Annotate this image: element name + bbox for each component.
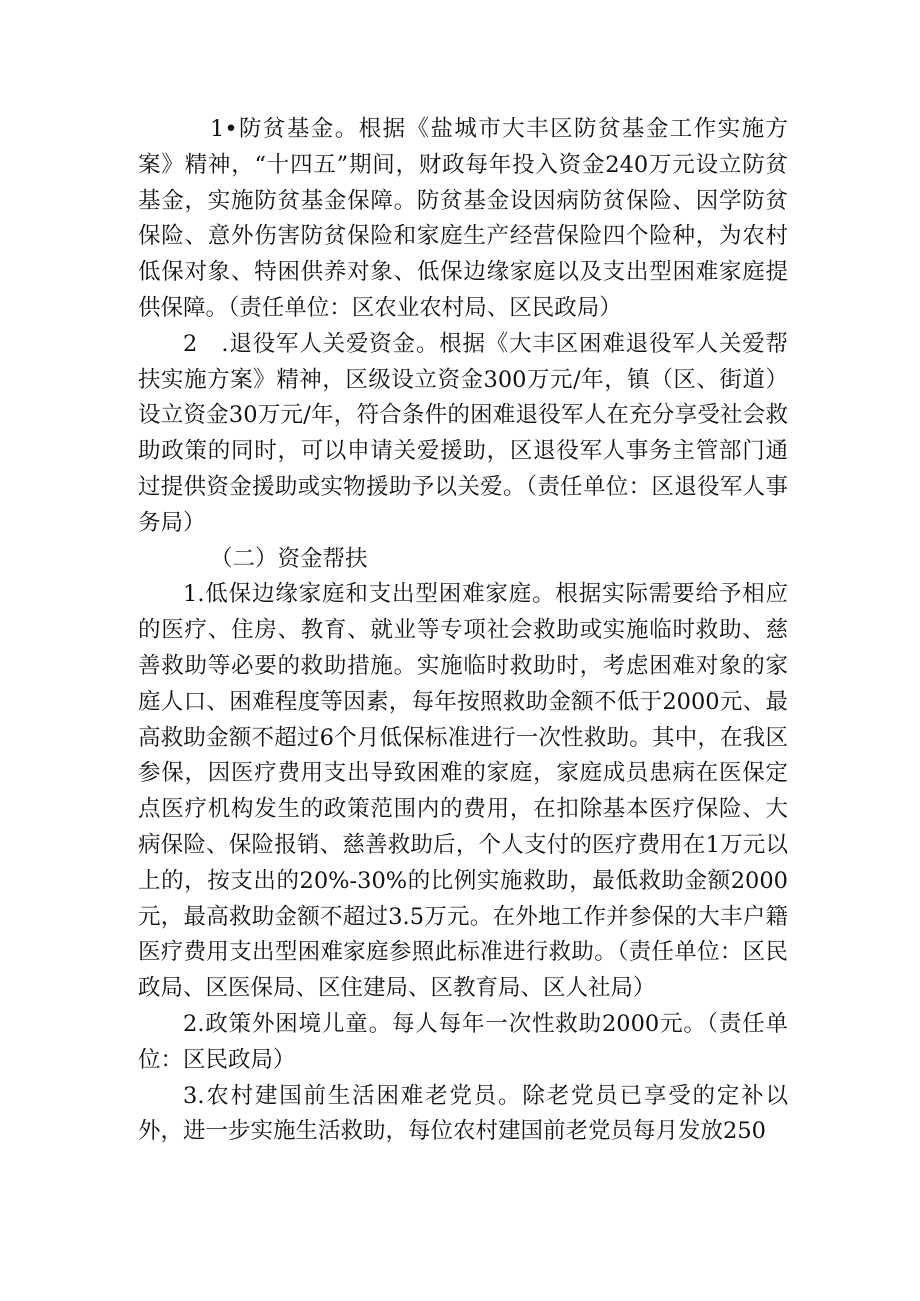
section-heading-fund-assistance: （二）资金帮扶: [210, 545, 368, 572]
paragraph-veteran-care-fund: 2 .退役军人关爱资金。根据《大丰区困难退役军人关爱帮扶实施方案》精神，区级设立资金300万元/年，镇（区、街道）设立资金30万元/年，符合条件的困难退役军人在充分享受社会救助政策的同时，可以申请关爱援助，区退役军人事务主管部门通过提供资金援助或实物援助予以关爱。（责任单位：区退役军人事务局）: [138, 330, 788, 536]
paragraph-veteran-party-members: 3.农村建国前生活困难老党员。除老党员已享受的定补以外，进一步实施生活救助，每位农村建国前老党员每月发放250: [138, 1082, 788, 1145]
paragraph-low-income-families: 1.低保边缘家庭和支出型困难家庭。根据实际需要给予相应的医疗、住房、教育、就业等专项社会救助或实施临时救助、慈善救助等必要的救助措施。实施临时救助时，考虑困难对象的家庭人口、困难程度等因素，每年按照救助金额不低于2000元、最高救助金额不超过6个月低保标准进行一次性救助。其中，在我区参保，因医疗费用支出导致困难的家庭，家庭成员患病在医保定点医疗机构发生的政策范围内的费用，在扣除基本医疗保险、大病保险、保险报销、慈善救助后，个人支付的医疗费用在1万元以上的，按支出的20%-30%的比例实施救助，最低救助金额2000元，最高救助金额不超过3.5万元。在外地工作并参保的大丰户籍医疗费用支出型困难家庭参照此标准进行救助。（责任单位：区民政局、区医保局、区住建局、区教育局、区人社局）: [138, 581, 788, 1002]
paragraph-poverty-prevention-fund: 1•防贫基金。根据《盐城市大丰区防贫基金工作实施方案》精神，“十四五”期间，财政每年投入资金240万元设立防贫基金，实施防贫基金保障。防贫基金设因病防贫保险、因学防贫保险、意外伤害防贫保险和家庭生产经营保险四个险种，为农村低保对象、特困供养对象、低保边缘家庭以及支出型困难家庭提供保障。（责任单位：区农业农村局、区民政局）: [138, 116, 788, 321]
document-page: [138, 112, 788, 1150]
paragraph-children-in-difficulty: 2.政策外困境儿童。每人每年一次性救助2000元。（责任单位：区民政局）: [138, 1010, 788, 1073]
